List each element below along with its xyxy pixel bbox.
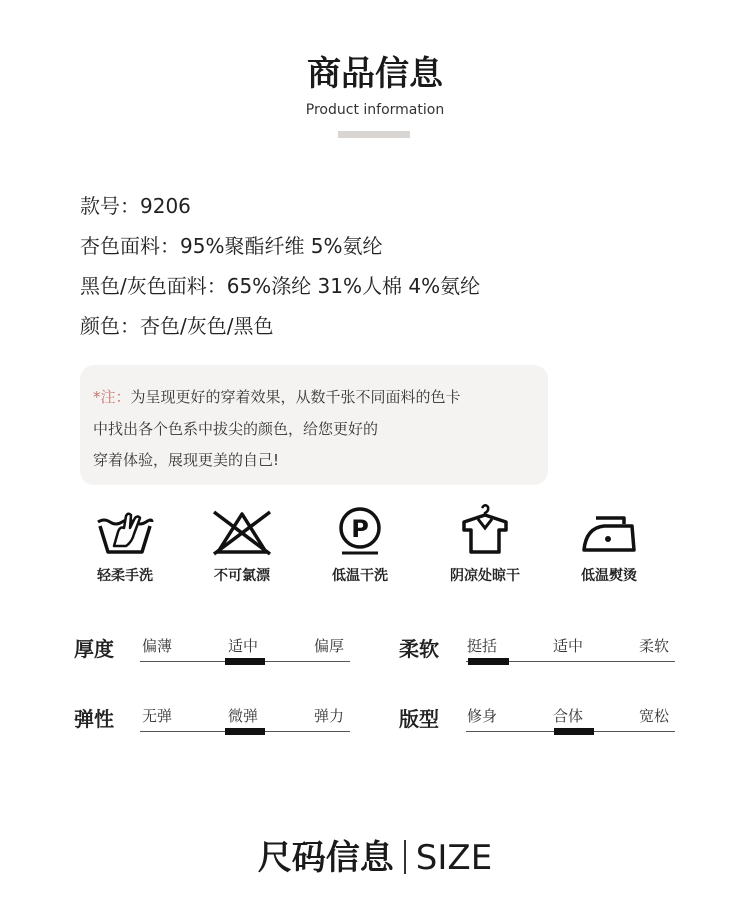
care-label-low-iron: 低温熨烫 [581, 568, 637, 584]
note-label: *注： [93, 388, 131, 406]
page-subtitle: Product information [305, 102, 445, 118]
attr-softness-opt-1: 挺括 [467, 637, 498, 655]
spec-style-number: 款号：9206 [80, 194, 191, 218]
size-title-divider [404, 840, 406, 874]
svg-text:P: P [351, 515, 369, 543]
attr-thickness-opt-3: 偏厚 [314, 637, 345, 655]
attr-elasticity-opt-2: 微弹 [228, 707, 259, 725]
size-title-en: SIZE [415, 838, 493, 878]
attr-fit-title: 版型 [399, 707, 439, 731]
spec-black-grey-fabric: 黑色/灰色面料：65%涤纶 31%人棉 4%氨纶 [80, 274, 481, 298]
note-text-1: 为呈现更好的穿着效果，从数千张不同面料的色卡 [130, 388, 461, 406]
care-label-dry-clean: 低温干洗 [332, 568, 388, 584]
attr-softness-marker [468, 658, 509, 665]
attr-fit-marker [554, 728, 594, 735]
low-iron-icon [580, 512, 638, 554]
attr-fit-opt-2: 合体 [553, 707, 584, 725]
attr-thickness-title: 厚度 [74, 637, 114, 661]
attr-elasticity-opt-1: 无弹 [142, 707, 173, 725]
care-label-no-bleach: 不可氯漂 [214, 568, 270, 584]
title-underline-bar [338, 131, 410, 138]
attr-softness-opt-3: 柔软 [639, 637, 670, 655]
attr-thickness-opt-1: 偏薄 [142, 637, 173, 655]
care-label-hand-wash: 轻柔手洗 [97, 568, 153, 584]
hand-wash-icon [94, 508, 156, 558]
attr-elasticity-marker [225, 728, 265, 735]
no-bleach-icon [210, 508, 274, 556]
shade-dry-icon [458, 502, 512, 556]
spec-colors: 颜色：杏色/灰色/黑色 [80, 314, 274, 338]
attr-fit-opt-1: 修身 [467, 707, 498, 725]
attr-softness-opt-2: 适中 [553, 637, 584, 655]
note-line-3: 穿着体验，展现更美的自己! [93, 451, 280, 469]
attr-elasticity-opt-3: 弹力 [314, 707, 345, 725]
page-title: 商品信息 [307, 54, 443, 94]
spec-apricot-fabric: 杏色面料：95%聚酯纤维 5%氨纶 [80, 234, 383, 258]
care-label-shade-dry: 阴凉处晾干 [450, 568, 520, 584]
attr-softness-title: 柔软 [399, 637, 439, 661]
size-title-cn: 尺码信息 [257, 838, 394, 878]
attr-elasticity-title: 弹性 [74, 707, 114, 731]
size-section-title [0, 830, 750, 879]
attr-thickness-marker [225, 658, 265, 665]
attr-thickness-opt-2: 适中 [228, 637, 259, 655]
note-line-2: 中找出各个色系中拔尖的颜色，给您更好的 [93, 420, 379, 438]
dry-clean-p-icon [336, 506, 384, 556]
note-line-1 [93, 386, 461, 407]
attr-fit-opt-3: 宽松 [639, 707, 670, 725]
